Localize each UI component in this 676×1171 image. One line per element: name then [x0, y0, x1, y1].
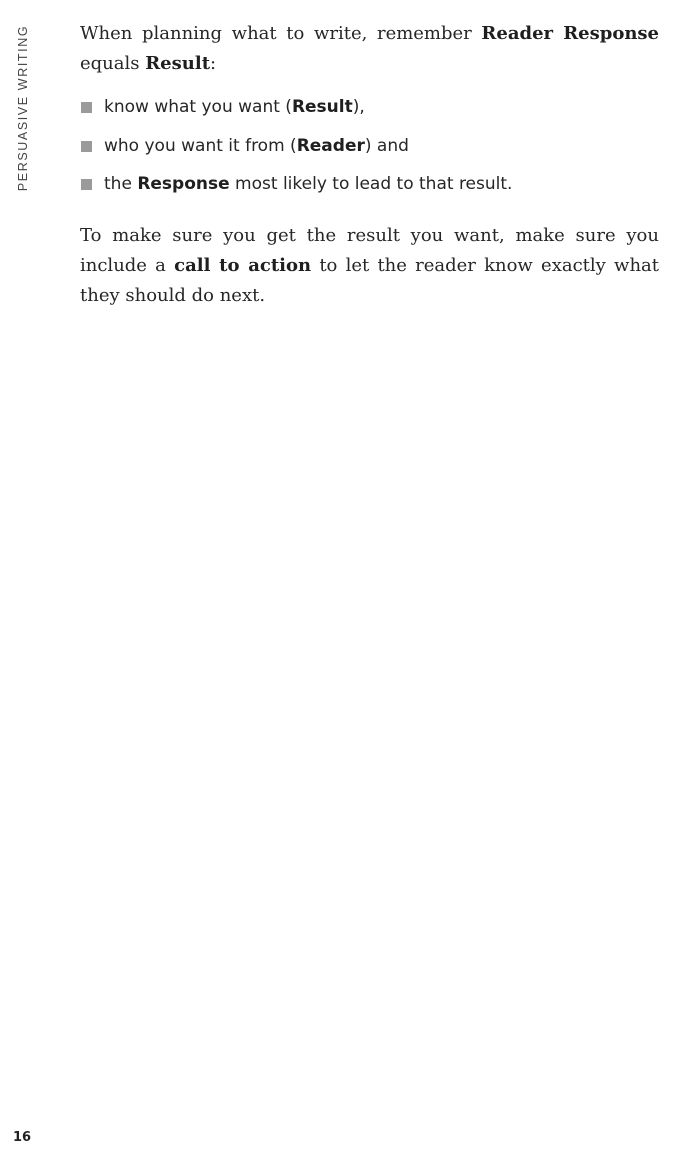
square-bullet-icon	[81, 102, 92, 113]
bullet-list	[80, 92, 659, 208]
closing-paragraph	[80, 221, 659, 311]
running-head	[16, 21, 30, 195]
page-number: 16	[13, 1130, 32, 1145]
intro-text-3: :	[210, 53, 217, 74]
intro-text-1: When planning what to write, remember	[80, 23, 482, 44]
bullet-bold: Reader	[296, 135, 365, 156]
bullet-item	[80, 131, 659, 170]
bullet-text: who you want it from (	[104, 135, 297, 156]
bullet-text: the	[104, 174, 138, 194]
bullet-text: most likely to lead to that result.	[229, 174, 513, 194]
intro-paragraph	[80, 19, 659, 79]
intro-text-2: equals	[80, 53, 146, 74]
square-bullet-icon	[81, 141, 92, 152]
closing-text-1: To make sure you get the result you want, make sure you include a	[80, 224, 659, 276]
bullet-text: know what you want (	[104, 97, 292, 117]
bullet-item	[80, 92, 659, 131]
closing-bold-call-to-action: call to action	[174, 254, 312, 276]
running-head-text: PERSUASIVE WRITING	[16, 24, 31, 192]
page-body	[80, 19, 659, 311]
bullet-text: ) and	[364, 135, 409, 156]
intro-bold-result: Result	[145, 53, 211, 74]
bullet-bold: Result	[291, 97, 353, 117]
square-bullet-icon	[81, 179, 92, 190]
closing-text-2: to let the reader know exactly what they should do next.	[80, 254, 659, 306]
bullet-item	[80, 169, 659, 208]
intro-bold-reader-response: Reader Response	[481, 23, 659, 44]
bullet-text: ),	[352, 97, 365, 117]
bullet-bold: Response	[137, 174, 230, 194]
